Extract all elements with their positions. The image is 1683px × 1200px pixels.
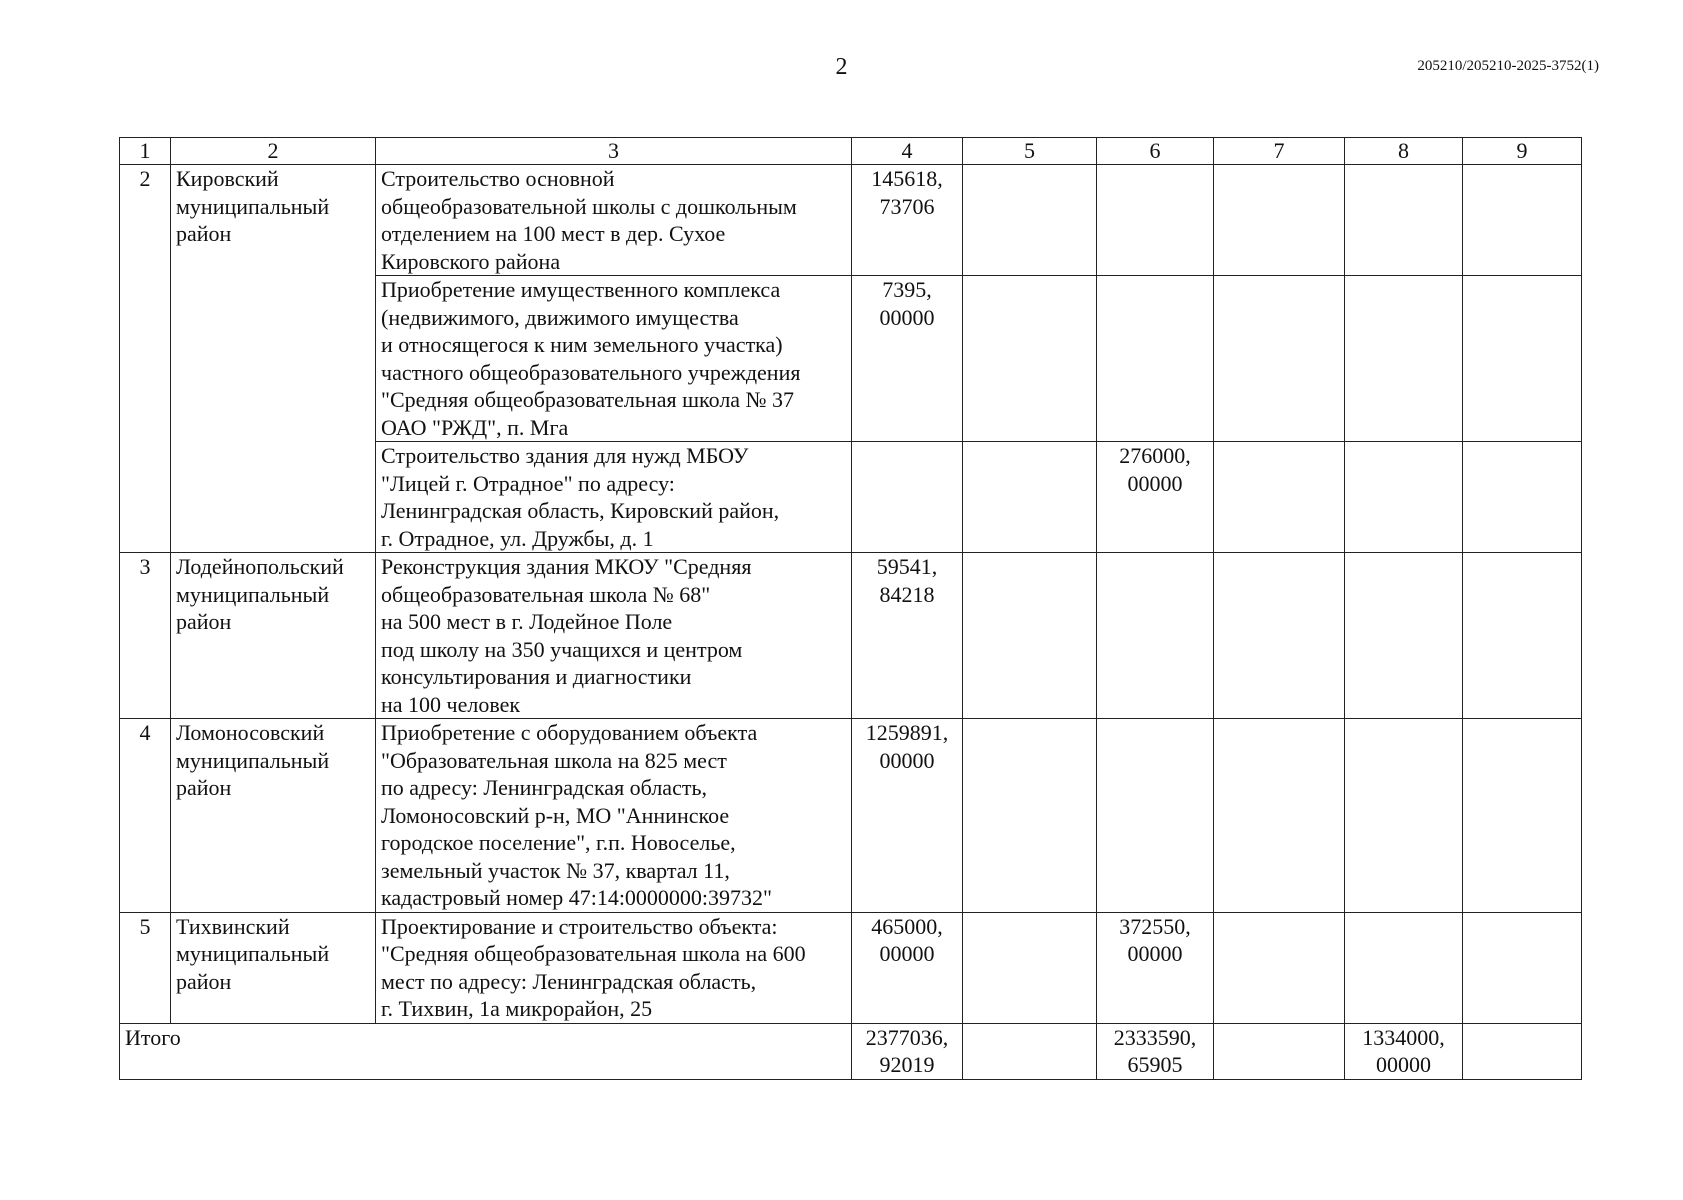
col6-value-cell <box>1097 912 1214 1023</box>
column-header: 9 <box>1463 138 1582 165</box>
district-line: район <box>176 609 232 634</box>
district-cell <box>171 719 376 913</box>
col4-value: 73706 <box>879 193 935 219</box>
description-line: земельный участок № 37, квартал 11, <box>381 857 730 883</box>
col4-value: 00000 <box>879 747 935 773</box>
total-col4-cell <box>852 1023 963 1079</box>
row-number-cell: 4 <box>120 719 171 913</box>
column-header: 2 <box>171 138 376 165</box>
column-header: 8 <box>1345 138 1463 165</box>
description-line: общеобразовательная школа № 68" <box>381 581 711 607</box>
district-line: Ломоносовский <box>176 720 325 745</box>
description-line: Ломоносовский р-н, МО "Аннинское <box>381 802 730 828</box>
col7-cell <box>1214 719 1345 913</box>
total-col7-cell <box>1214 1023 1345 1079</box>
description-line: "Средняя общеобразовательная школа № 37 <box>381 387 795 412</box>
col4-value: 00000 <box>879 304 935 330</box>
description-line: Кировского района <box>381 248 561 274</box>
total-col6-value: 2333590, <box>1113 1024 1197 1050</box>
total-label-cell: Итого <box>120 1023 852 1079</box>
col8-cell <box>1345 165 1463 276</box>
col4-value: 145618, <box>871 166 943 191</box>
col4-value-cell <box>852 719 963 913</box>
table-row <box>120 719 1582 913</box>
description-line: мест по адресу: Ленинградская область, <box>381 968 757 994</box>
col7-cell <box>1214 553 1345 719</box>
col6-value-cell <box>1097 719 1214 913</box>
col9-cell <box>1463 719 1582 913</box>
column-header: 7 <box>1214 138 1345 165</box>
col4-value: 59541, <box>876 554 938 579</box>
total-col5-cell <box>963 1023 1097 1079</box>
col8-cell <box>1345 442 1463 553</box>
col5-cell <box>963 553 1097 719</box>
description-line: городское поселение", г.п. Новоселье, <box>381 830 736 855</box>
column-header: 5 <box>963 138 1097 165</box>
description-line: г. Тихвин, 1а микрорайон, 25 <box>381 996 653 1021</box>
col4-value-cell <box>852 165 963 276</box>
total-col8-value: 00000 <box>1376 1052 1431 1077</box>
col7-cell <box>1214 165 1345 276</box>
col6-value-cell <box>1097 276 1214 442</box>
description-line: общеобразовательной школы с дошкольным <box>381 193 797 219</box>
description-line: "Средняя общеобразовательная школа на 600 <box>381 941 806 966</box>
description-cell <box>376 165 852 276</box>
table-row <box>120 912 1582 1023</box>
district-cell <box>171 165 376 553</box>
total-col4-value: 92019 <box>879 1052 935 1077</box>
description-line: (недвижимого, движимого имущества <box>381 304 739 330</box>
total-col8-value: 1334000, <box>1362 1024 1445 1050</box>
col4-value: 465000, <box>871 913 943 939</box>
row-number-cell: 2 <box>120 165 171 553</box>
column-header: 1 <box>120 138 171 165</box>
description-line: Реконструкция здания МКОУ "Средняя <box>381 554 752 579</box>
col7-cell <box>1214 442 1345 553</box>
col6-value: 00000 <box>1127 470 1183 496</box>
district-line: муниципальный <box>176 581 330 607</box>
description-line: г. Отрадное, ул. Дружбы, д. 1 <box>381 525 654 551</box>
district-line: район <box>176 968 232 994</box>
description-line: консультирования и диагностики <box>381 664 692 689</box>
col4-value-cell <box>852 553 963 719</box>
description-line: Приобретение с оборудованием объекта <box>381 720 758 745</box>
description-line: и относящегося к ним земельного участка) <box>381 332 783 357</box>
col9-cell <box>1463 276 1582 442</box>
district-line: Лодейнопольский <box>176 554 344 579</box>
description-line: отделением на 100 мест в дер. Сухое <box>381 221 726 246</box>
col8-cell <box>1345 912 1463 1023</box>
district-cell <box>171 553 376 719</box>
description-line: на 500 мест в г. Лодейное Поле <box>381 609 673 634</box>
table-header-row <box>120 138 1582 165</box>
description-cell <box>376 553 852 719</box>
district-line: район <box>176 221 232 246</box>
col6-value: 00000 <box>1127 941 1183 966</box>
district-line: район <box>176 775 232 800</box>
document-id: 205210/205210-2025-3752(1) <box>1417 58 1599 74</box>
col5-cell <box>963 165 1097 276</box>
description-line: "Образовательная школа на 825 мест <box>381 747 727 773</box>
table-row <box>120 165 1582 276</box>
description-cell <box>376 719 852 913</box>
district-line: муниципальный <box>176 941 330 966</box>
row-number-cell: 5 <box>120 912 171 1023</box>
district-line: муниципальный <box>176 193 330 219</box>
description-line: Ленинградская область, Кировский район, <box>381 498 780 523</box>
total-col8-cell <box>1345 1023 1463 1079</box>
col4-value: 84218 <box>879 581 935 607</box>
column-header: 4 <box>852 138 963 165</box>
col4-value-cell <box>852 276 963 442</box>
col9-cell <box>1463 165 1582 276</box>
col6-value-cell <box>1097 165 1214 276</box>
description-line: Проектирование и строительство объекта: <box>381 913 778 939</box>
col5-cell <box>963 442 1097 553</box>
col7-cell <box>1214 276 1345 442</box>
col6-value: 276000, <box>1119 443 1191 468</box>
col6-value-cell <box>1097 553 1214 719</box>
district-line: Кировский <box>176 166 279 191</box>
description-line: под школу на 350 учащихся и центром <box>381 636 743 662</box>
column-header: 3 <box>376 138 852 165</box>
description-line: ОАО "РЖД", п. Мга <box>381 414 569 440</box>
description-line: частного общеобразовательного учреждения <box>381 359 801 385</box>
total-row <box>120 1023 1582 1079</box>
col6-value: 372550, <box>1119 913 1191 939</box>
total-col9-cell <box>1463 1023 1582 1079</box>
total-col4-value: 2377036, <box>865 1024 949 1050</box>
col5-cell <box>963 912 1097 1023</box>
col5-cell <box>963 719 1097 913</box>
table-row <box>120 553 1582 719</box>
col8-cell <box>1345 553 1463 719</box>
column-header: 6 <box>1097 138 1214 165</box>
col9-cell <box>1463 553 1582 719</box>
col7-cell <box>1214 912 1345 1023</box>
row-number-cell: 3 <box>120 553 171 719</box>
district-line: Тихвинский <box>176 913 290 939</box>
col4-value-cell <box>852 912 963 1023</box>
col4-value: 1259891, <box>865 720 949 745</box>
budget-table <box>119 137 1582 1080</box>
page-number: 2 <box>835 54 848 80</box>
col6-value-cell <box>1097 442 1214 553</box>
district-line: муниципальный <box>176 747 330 773</box>
description-cell <box>376 276 852 442</box>
col8-cell <box>1345 719 1463 913</box>
col9-cell <box>1463 912 1582 1023</box>
description-line: по адресу: Ленинградская область, <box>381 775 707 800</box>
col4-value-cell <box>852 442 963 553</box>
col9-cell <box>1463 442 1582 553</box>
description-line: на 100 человек <box>381 691 521 717</box>
description-line: Приобретение имущественного комплекса <box>381 277 781 302</box>
total-col6-cell <box>1097 1023 1214 1079</box>
description-cell <box>376 912 852 1023</box>
description-line: Строительство здания для нужд МБОУ <box>381 443 749 468</box>
description-line: "Лицей г. Отрадное" по адресу: <box>381 470 675 496</box>
col4-value: 7395, <box>882 277 932 302</box>
description-line: Строительство основной <box>381 166 615 191</box>
description-cell <box>376 442 852 553</box>
col8-cell <box>1345 276 1463 442</box>
total-col6-value: 65905 <box>1127 1052 1183 1077</box>
description-line: кадастровый номер 47:14:0000000:39732" <box>381 885 773 910</box>
col4-value: 00000 <box>879 941 935 966</box>
district-cell <box>171 912 376 1023</box>
col5-cell <box>963 276 1097 442</box>
